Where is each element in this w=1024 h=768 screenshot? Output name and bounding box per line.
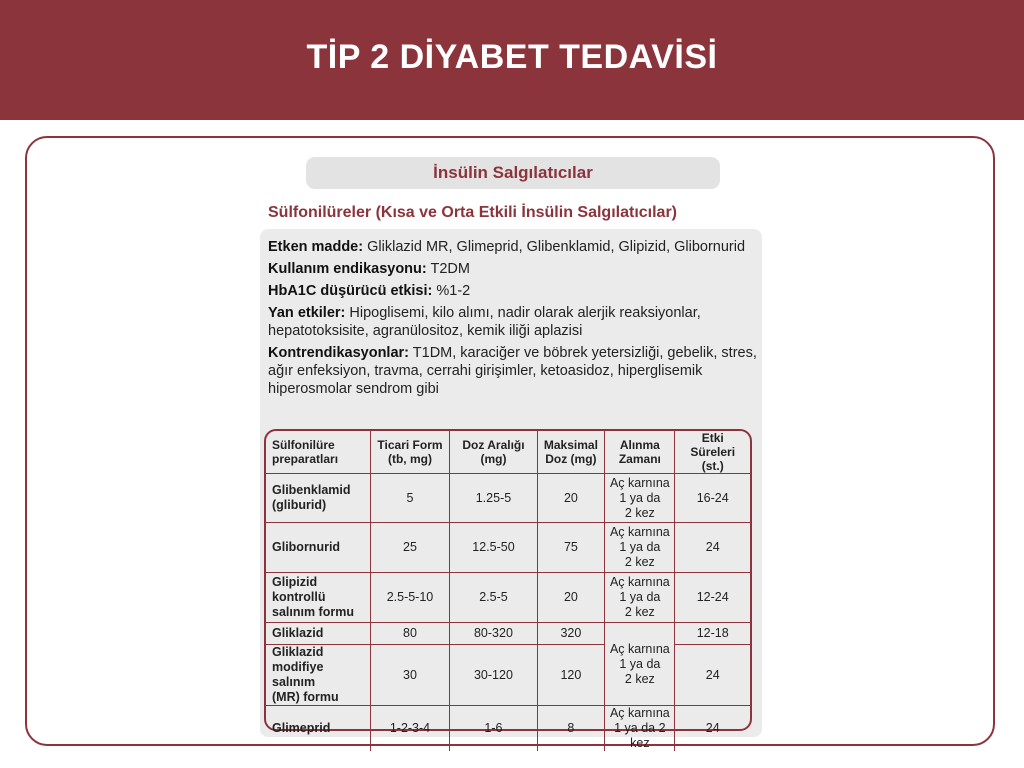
cell-preparat: Gliklazid modifiye salınım (MR) formu [266,645,370,706]
endikasyon-value: T2DM [426,261,470,277]
kontrendikasyon-value: T1DM, karaciğer ve böbrek yetersizliği, gebelik, stres, ağır enfeksiyon, travma, cerrahi girişimler, ketoasidoz, hiperglisemik hiperosmolar sendrom gibi [268,345,757,397]
cell-etki-suresi: 12-18 [675,623,750,645]
hba1c-line [268,282,758,300]
cell-alinma-zamani: Aç karnına 1 ya da 2 kez [605,706,675,752]
cell-maksimal-doz: 20 [537,474,605,523]
cell-etki-suresi: 24 [675,706,750,752]
cell-ticari-form: 2.5-5-10 [370,573,450,623]
cell-preparat: Glibornurid [266,523,370,573]
cell-maksimal-doz: 320 [537,623,605,645]
title-bar [0,0,1024,120]
table-row [266,645,750,706]
kontrendikasyon-line [268,344,758,398]
cell-maksimal-doz: 8 [537,706,605,752]
col-header-alinma-zamani: Alınma Zamanı [605,431,675,474]
cell-preparat: Glimeprid [266,706,370,752]
cell-alinma-zamani: Aç karnına 1 ya da 2 kez [605,623,675,706]
cell-doz-araligi: 2.5-5 [450,573,537,623]
cell-preparat: Glibenklamid (gliburid) [266,474,370,523]
cell-alinma-zamani: Aç karnına 1 ya da 2 kez [605,573,675,623]
endikasyon-label: Kullanım endikasyonu: [268,261,427,277]
cell-etki-suresi: 16-24 [675,474,750,523]
cell-ticari-form: 80 [370,623,450,645]
cell-etki-suresi: 24 [675,645,750,706]
col-header-etki-suresi: Etki Süreleri (st.) [675,431,750,474]
cell-maksimal-doz: 120 [537,645,605,706]
endikasyon-line [268,260,758,278]
col-header-preparat: Sülfonilüre preparatları [266,431,370,474]
table-row [266,523,750,573]
table-header-row [266,431,750,474]
table-row [266,573,750,623]
cell-alinma-zamani: Aç karnına 1 ya da 2 kez [605,523,675,573]
cell-ticari-form: 25 [370,523,450,573]
yan-etki-value: Hipoglisemi, kilo alımı, nadir olarak alerjik reaksiyonlar, hepatotoksisite, agranülositoz, kemik iliği aplazisi [268,305,701,339]
cell-maksimal-doz: 75 [537,523,605,573]
cell-doz-araligi: 1-6 [450,706,537,752]
etken-label: Etken madde: [268,239,364,255]
slide-title: TİP 2 DİYABET TEDAVİSİ [306,38,718,76]
table-row [266,706,750,752]
cell-ticari-form: 5 [370,474,450,523]
etken-value: Gliklazid MR, Glimeprid, Glibenklamid, Glipizid, Glibornurid [363,239,746,255]
cell-doz-araligi: 30-120 [450,645,537,706]
drug-table-wrapper [264,429,752,750]
cell-alinma-zamani: Aç karnına 1 ya da 2 kez [605,474,675,523]
cell-etki-suresi: 12-24 [675,573,750,623]
col-header-maksimal-doz: Maksimal Doz (mg) [537,431,605,474]
col-header-ticari-form: Ticari Form (tb, mg) [370,431,450,474]
cell-doz-araligi: 1.25-5 [450,474,537,523]
table-row [266,623,750,645]
section-title: İnsülin Salgılatıcılar [306,157,720,189]
yan-etki-label: Yan etkiler: [268,305,346,321]
cell-ticari-form: 30 [370,645,450,706]
cell-etki-suresi: 24 [675,523,750,573]
cell-doz-araligi: 80-320 [450,623,537,645]
cell-ticari-form: 1-2-3-4 [370,706,450,752]
cell-preparat: Glipizid kontrollü salınım formu [266,573,370,623]
cell-maksimal-doz: 20 [537,573,605,623]
col-header-doz-araligi: Doz Aralığı (mg) [450,431,537,474]
etken-line [268,238,758,256]
table-row [266,474,750,523]
drug-table [266,431,750,751]
info-block [268,238,758,402]
kontrendikasyon-label: Kontrendikasyonlar: [268,345,409,361]
hba1c-value: %1-2 [432,283,471,299]
yan-etki-line [268,304,758,340]
cell-preparat: Gliklazid [266,623,370,645]
subtitle: Sülfonilüreler (Kısa ve Orta Etkili İnsülin Salgılatıcılar) [268,204,677,221]
cell-doz-araligi: 12.5-50 [450,523,537,573]
hba1c-label: HbA1C düşürücü etkisi: [268,283,433,299]
